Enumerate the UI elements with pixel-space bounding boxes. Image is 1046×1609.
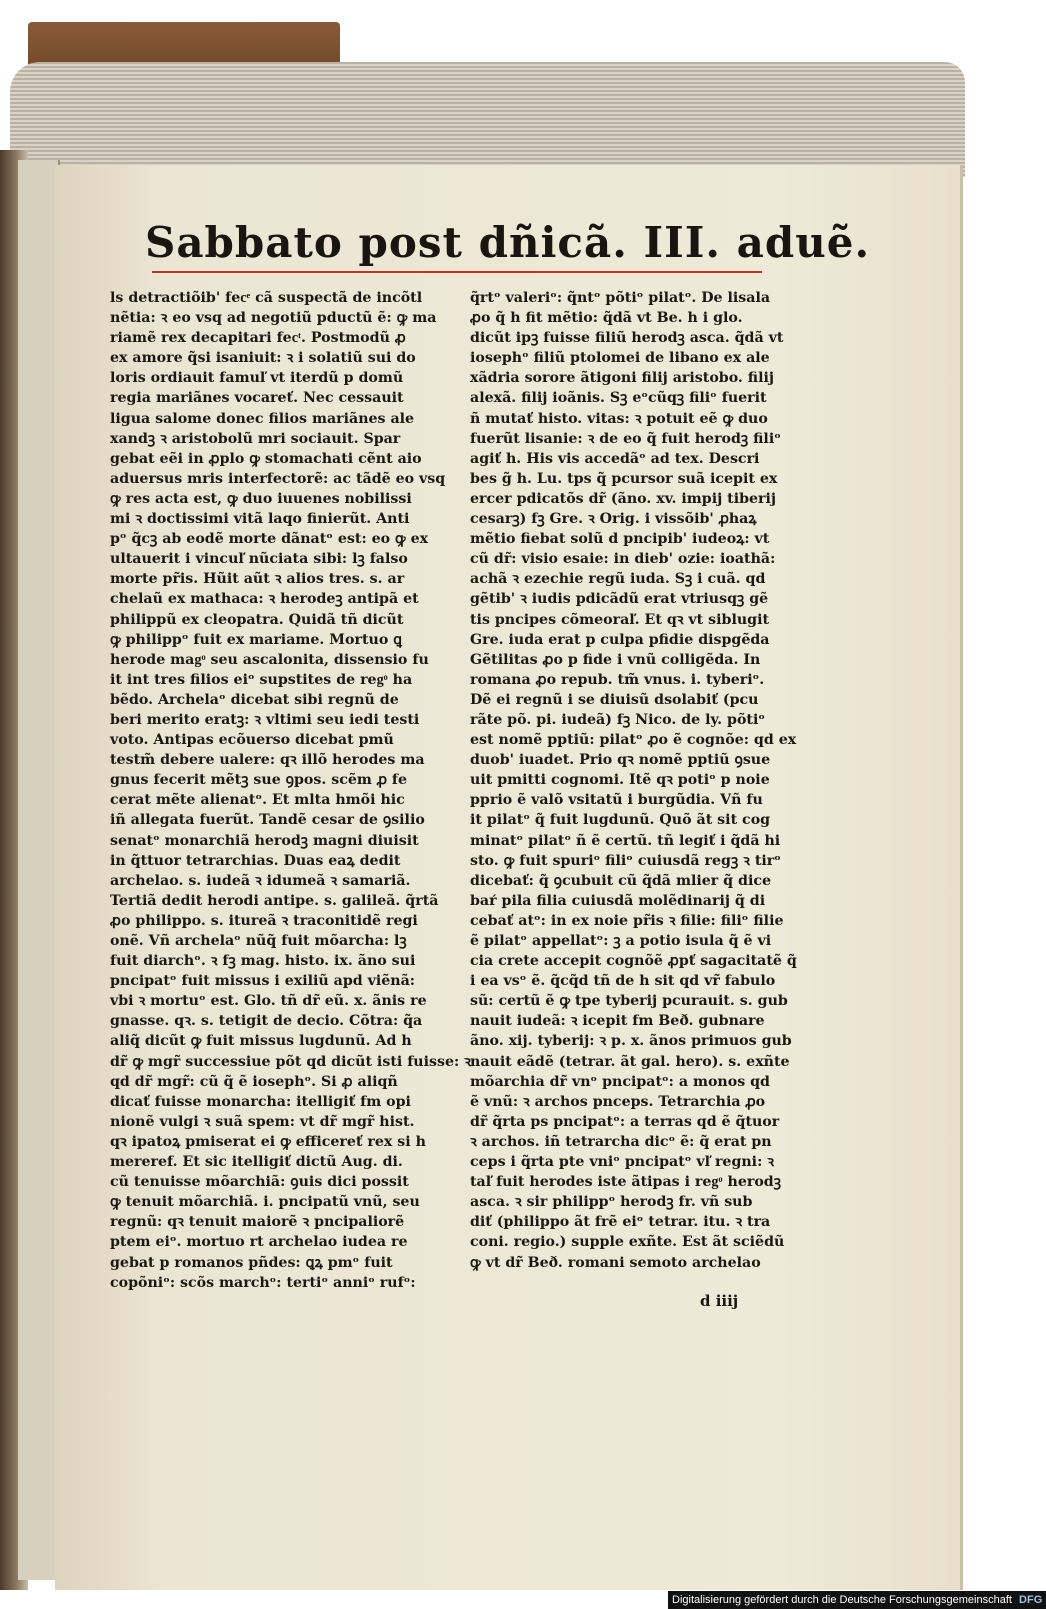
text-line: ꝙ tenuit mõarchiã. i. pncipatũ vnũ, seu <box>110 1194 420 1211</box>
text-line: sto. ꝙ fuit spuriᵒ filiᵒ cuiusdã regꝫ ꝛ tirᵒ <box>470 852 781 869</box>
text-line: i ea vsᵒ ẽ. q̃cq̃d tñ de h sit qd vr̃ fabulo <box>470 973 776 990</box>
text-line: aduersus mris interfectorẽ: ac tãdẽ eo vsq <box>110 470 446 487</box>
text-line: bẽdo. Archelaᵒ dicebat sibi regnũ de <box>110 691 399 708</box>
text-line: nauit eãdẽ (tetrar. ãt gal. hero). s. exñte <box>470 1053 790 1070</box>
text-line: cebať atᵒ: in ex noie pr̃is ꝛ filie: filiᵒ filie <box>470 912 784 929</box>
text-line: ls detractiõib' fecͤ cã suspectã de incõtl <box>110 290 423 306</box>
text-line: mi ꝛ doctissimi vitã laqo finierũt. Anti <box>110 511 410 528</box>
text-line: nionẽ vulgi ꝛ suã spem: vt dr̃ mgr̃ hist. <box>110 1113 415 1130</box>
text-line: xãdria sorore ãtigoni filij aristobo. filij <box>470 370 775 387</box>
text-line: dicebať: q̃ ꝯcubuit cũ q̃dã mlier q̃ dice <box>470 872 772 889</box>
text-line: Dẽ ei regnũ i se diuisũ dsolabiť (pcu <box>470 691 759 708</box>
text-line: riamẽ rex decapitari fecͭ. Postmodũ ꝓ <box>110 330 406 347</box>
text-line: ligua salome donec filios mariãnes ale <box>110 410 415 427</box>
funding-footer <box>668 1591 1046 1609</box>
text-line: dr̃ ꝙ mgr̃ successiue põt qd dicũt isti fuisse: ꝛ <box>110 1053 471 1070</box>
text-line: dicũt ipꝫ fuisse filiũ herodꝫ asca. q̃dã vt <box>470 330 784 347</box>
text-line: morte pr̃is. Hũit aũt ꝛ alios tres. s. ar <box>110 571 405 588</box>
text-line: pprio ẽ valõ vsitatũ i burgũdia. Vñ fu <box>470 792 763 809</box>
text-line: gebat eẽi in ꝓplo ꝙ stomachati cẽnt aio <box>110 450 422 467</box>
dfg-logo: DFG <box>1019 1594 1043 1606</box>
text-line: fuit diarchᵒ. ꝛ fꝫ mag. histo. ix. ãno sui <box>110 953 416 970</box>
text-line: taľ fuit herodes iste ãtipas i regͦ herodꝫ <box>470 1174 781 1191</box>
footer-credit: Digitalisierung gefördert durch die Deutsche Forschungsgemeinschaft <box>672 1594 1012 1606</box>
text-line: mẽtio fiebat solũ d pncipib' iudeoꝝ: vt <box>470 531 770 548</box>
text-line: mõarchia dr̃ vnᵒ pncipatᵒ: a monos qd <box>470 1073 770 1090</box>
text-line: ꝛ archos. iñ tetrarcha dicᵒ ẽ: q̃ erat pn <box>470 1133 772 1150</box>
text-line: beri merito eratꝫ: ꝛ vltimi seu iedi testi <box>110 711 420 728</box>
text-line: xandꝫ ꝛ aristobolũ mri sociauit. Spar <box>110 430 401 447</box>
text-line: ꝓo q̃ h fit mẽtio: q̃dã vt Be. h i glo. <box>470 310 743 327</box>
text-line: cesarꝫ) fꝫ Gre. ꝛ Orig. i vissõib' ꝓhaꝝ <box>470 511 757 528</box>
text-line: cũ dr̃: visio esaie: in dieb' ozie: ioathã: <box>470 551 776 568</box>
text-line: Gẽtilitas ꝓo p fide i vnũ colligẽda. In <box>470 651 761 668</box>
right-text-column <box>470 288 820 1273</box>
text-line: cia crete accepit cognõẽ ꝓpť sagacitatẽ q̃ <box>470 953 797 970</box>
page-stack-edge <box>10 62 965 177</box>
text-line: gebat p romanos pñdes: ꝗꝝ pmᵒ fuit <box>110 1254 393 1271</box>
text-line: Gre. iuda erat p culpa pfidie dispgẽda <box>470 631 770 648</box>
text-line: pᵒ q̃cꝫ ab eodẽ morte dãnatᵒ est: eo ꝙ ex <box>110 531 429 548</box>
text-line: aliq̃ dicũt ꝙ fuit missus lugdunũ. Ad h <box>110 1033 412 1050</box>
text-line: qd dr̃ mgr̃: cũ q̃ ẽ iosephᵒ. Si ꝓ aliqñ <box>110 1073 398 1090</box>
text-line: pncipatᵒ fuit missus i exiliũ apd viẽnã: <box>110 973 416 990</box>
text-line: dicať fuisse monarcha: itelligiť fm opi <box>110 1093 411 1110</box>
text-line: ercer pdicatõs dr̃ (ãno. xv. impij tiberij <box>470 490 777 507</box>
text-line: ꝓo philippo. s. itureã ꝛ traconitidẽ regi <box>110 912 418 929</box>
text-line: it pilatᵒ q̃ fuit lugdunũ. Quõ ãt sit cog <box>470 812 771 829</box>
text-line: iosephᵒ filiũ ptolomei de libano ex ale <box>470 350 770 367</box>
text-line: loris ordiauit famuľ vt iterdũ p domũ <box>110 370 404 387</box>
text-line: nauit iudeã: ꝛ icepit fm Beð. gubnare <box>470 1013 765 1030</box>
text-line: ꝙ res acta est, ꝙ duo iuuenes nobilissi <box>110 490 412 507</box>
text-line: gnasse. qꝛ. s. tetigit de decio. Cõtra: q̃a <box>110 1013 423 1030</box>
text-line: diť (philippo ãt frẽ eiᵒ tetrar. itu. ꝛ tra <box>470 1214 771 1231</box>
text-line: regnũ: qꝛ tenuit maiorẽ ꝛ pncipaliorẽ <box>110 1214 405 1231</box>
text-line: voto. Antipas ecõuerso dicebat pmũ <box>110 732 394 749</box>
text-line: Tertiã dedit herodi antipe. s. galileã. q̃rtã <box>110 892 439 909</box>
text-line: qꝛ ipatoꝝ pmiserat ei ꝙ efficereť rex si h <box>110 1133 426 1150</box>
rubricated-rule <box>152 271 762 273</box>
text-line: minatᵒ pilatᵒ ñ ẽ certũ. tñ legiť i q̃dã hi <box>470 832 781 849</box>
facing-page-edge <box>18 160 60 1580</box>
text-line: archelao. s. iudeã ꝛ idumeã ꝛ samariã. <box>110 872 411 889</box>
text-line: est nomẽ pptiũ: pilatᵒ ꝓo ẽ cognõe: qd ex <box>470 732 797 749</box>
text-line: regia mariãnes vocareť. Nec cessauit <box>110 390 404 407</box>
text-line: uit pmitti cognomi. Itẽ qꝛ potiᵒ p noie <box>470 772 770 789</box>
text-line: testm̃ debere ualere: qꝛ illõ herodes ma <box>110 752 425 769</box>
text-line: philippũ ex cleopatra. Quidã tñ dicũt <box>110 611 404 628</box>
text-line: baŕ pila filia cuiusdã molẽdinarij q̃ di <box>470 892 766 909</box>
text-line: agiť h. His vis accedãᵒ ad tex. Descri <box>470 450 760 467</box>
text-line: mereref. Et sic itelligiť dictũ Aug. di. <box>110 1154 403 1171</box>
text-line: ẽ pilatᵒ appellatᵒ: ꝫ a potio isula q̃ ẽ vi <box>470 933 772 949</box>
text-line: in q̃ttuor tetrarchias. Duas eaꝝ dedit <box>110 852 401 869</box>
text-line: iñ allegata fuerũt. Tandẽ cesar de ꝯsilio <box>110 812 425 829</box>
text-line: senatᵒ monarchiã herodꝫ magni diuisit <box>110 832 419 849</box>
text-line: gnus fecerit mẽtꝫ sue ꝯpos. scẽm ꝓ fe <box>110 772 408 789</box>
text-line: it int tres filios eiᵒ supstites de regͦ ha <box>110 671 413 688</box>
text-line: gẽtib' ꝛ iudis pdicãdũ erat vtriusqꝫ gẽ <box>470 591 769 608</box>
text-line: duob' iuadet. Prio qꝛ nomẽ pptiũ ꝯsue <box>470 752 771 769</box>
text-line: onẽ. Vñ archelaᵒ nũq̃ fuit mõarcha: lꝫ <box>110 933 407 949</box>
text-line: q̃rtᵒ valeriᵒ: q̃ntᵒ põtiᵒ pilatᵒ. De lisala <box>470 290 771 306</box>
text-line: bes g̃ h. Lu. tps q̃ pcursor suã icepit ex <box>470 470 778 487</box>
text-line: cũ tenuisse mõarchiã: ꝯuis dici possit <box>110 1174 409 1191</box>
text-line: vbi ꝛ mortuᵒ est. Glo. tñ dr̃ eũ. x. ãnis re <box>110 993 427 1010</box>
text-line: rãte põ. pi. iudeã) fꝫ Nico. de ly. põtiᵒ <box>470 711 765 728</box>
text-line: sũ: certũ ẽ ꝙ tpe tyberij pcurauit. s. gub <box>470 993 788 1010</box>
text-line: ꝙ vt dr̃ Beð. romani semoto archelao <box>470 1254 761 1271</box>
page-heading: Sabbato post dñicã. III. aduẽ. <box>145 218 871 267</box>
text-line: tis pncipes cõmeoraľ. Et qꝛ vt siblugit <box>470 611 770 628</box>
text-line: ultauerit i vincuľ nũciata sibi: lꝫ falso <box>110 551 408 568</box>
signature-mark: d iiij <box>700 1292 739 1310</box>
text-line: fuerũt lisanie: ꝛ de eo q̃ fuit herodꝫ filiᵒ <box>470 430 781 447</box>
text-line: romana ꝓo repub. tm̃ vnus. i. tyberiᵒ. <box>470 671 765 688</box>
left-text-column <box>110 288 471 1293</box>
text-line: ẽ vnũ: ꝛ archos pnceps. Tetrarchia ꝓo <box>470 1093 766 1110</box>
text-line: ceps i q̃rta pte vniᵒ pncipatᵒ vľ regni: ꝛ <box>470 1154 774 1171</box>
text-line: cerat mẽte alienatᵒ. Et mlta hmõi hic <box>110 792 405 809</box>
text-line: coni. regio.) supple exñte. Est ãt sciẽdũ <box>470 1234 785 1251</box>
text-line: dr̃ q̃rta ps pncipatᵒ: a terras qd ẽ q̃tuor <box>470 1113 780 1130</box>
text-line: nẽtia: ꝛ eo vsq ad negotiũ pductũ ẽ: ꝙ ma <box>110 310 437 327</box>
text-line: ex amore q̃si isaniuit: ꝛ i solatiũ sui do <box>110 350 416 367</box>
text-line: ꝙ philippᵒ fuit ex mariame. Mortuo ꝗ <box>110 631 402 648</box>
text-line: achã ꝛ ezechie regũ iuda. Sꝫ i cuã. qd <box>470 571 766 588</box>
text-line: copõniᵒ: scõs marchᵒ: tertiᵒ anniᵒ rufᵒ: <box>110 1274 416 1291</box>
text-line: ñ mutať histo. vitas: ꝛ potuit eẽ ꝙ duo <box>470 410 768 427</box>
text-line: alexã. filij ioãnis. Sꝫ eᵒcũqꝫ filiᵒ fuerit <box>470 390 767 407</box>
text-line: herode magͦ seu ascalonita, dissensio fu <box>110 651 429 668</box>
text-line: ãno. xij. tyberij: ꝛ p. x. ãnos primuos gub <box>470 1033 792 1050</box>
text-line: chelaũ ex mathaca: ꝛ herodeꝫ antipã et <box>110 591 419 608</box>
text-line: asca. ꝛ sir philippᵒ herodꝫ fr. vñ sub <box>470 1194 753 1211</box>
text-line: ptem eiᵒ. mortuo rt archelao iudea re <box>110 1234 408 1251</box>
